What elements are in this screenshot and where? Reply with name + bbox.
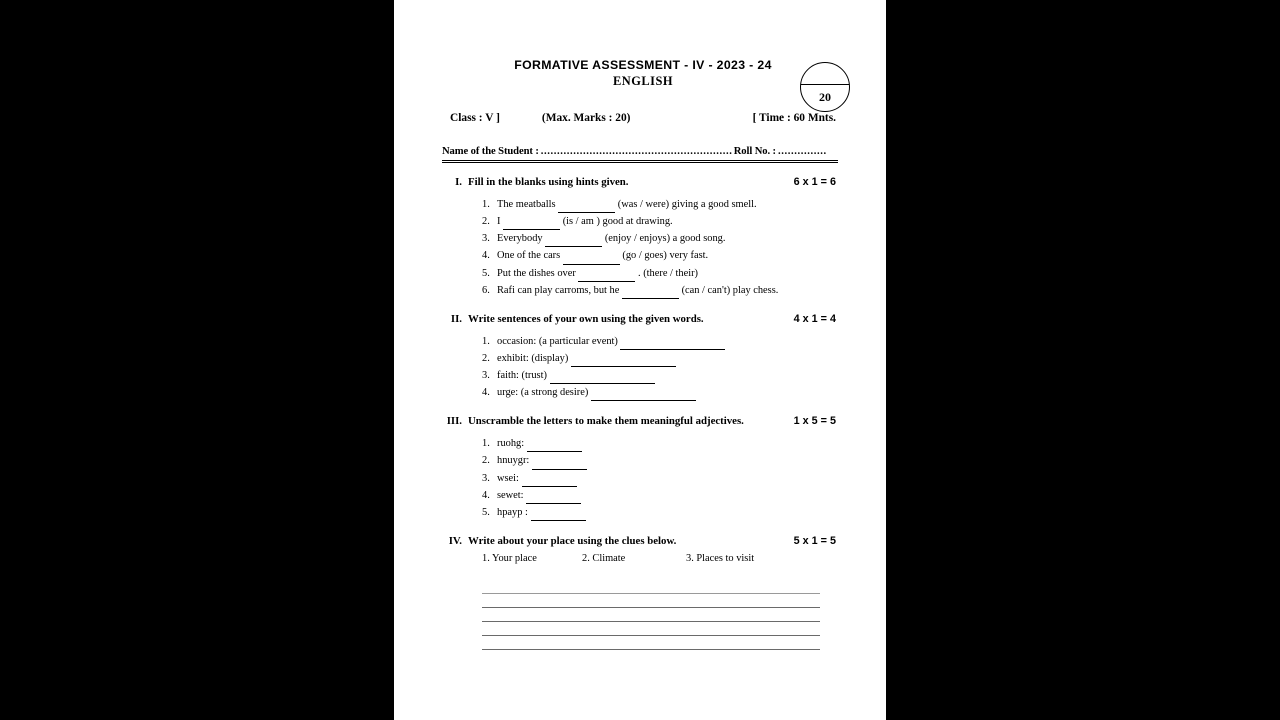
question-text-before-blank: occasion: (a particular event) (497, 335, 618, 347)
question-text-after-blank: . (there / their) (638, 267, 699, 279)
max-marks-label: (Max. Marks : 20) (541, 112, 631, 125)
student-name-blank[interactable]: ........................................................... (540, 146, 733, 158)
answer-blank[interactable] (571, 350, 676, 367)
circle-divider-line (801, 84, 849, 85)
question-item (482, 436, 838, 453)
question-text-before-blank: I (497, 216, 501, 228)
question-text-before-blank: hpayp : (497, 506, 528, 518)
question-list (442, 334, 838, 403)
answer-blank[interactable] (620, 333, 725, 350)
question-number: 2. (482, 455, 490, 467)
answer-blank[interactable] (558, 196, 615, 213)
question-list (442, 436, 838, 522)
section-marks: 6 x 1 = 6 (793, 176, 836, 189)
question-number: 5. (482, 267, 490, 279)
section-marks: 5 x 1 = 5 (793, 534, 836, 547)
question-item (482, 197, 838, 214)
question-item (482, 231, 838, 248)
document-header (442, 58, 838, 104)
question-number: 2. (482, 352, 490, 364)
student-identification-line (442, 146, 838, 157)
section-number: III. (446, 415, 462, 428)
answer-line[interactable] (482, 594, 820, 608)
answer-blank[interactable] (531, 504, 586, 521)
question-number: 3. (482, 233, 490, 245)
answer-lines-area[interactable] (442, 580, 838, 650)
section-title: Fill in the blanks using hints given. (468, 176, 629, 189)
question-text-after-blank: (can / can't) play chess. (681, 284, 779, 296)
sections-container (442, 176, 838, 650)
exam-meta-row (442, 112, 838, 124)
section-heading (442, 176, 838, 188)
question-number: 6. (482, 284, 490, 296)
question-item (482, 453, 838, 470)
exam-paper-sheet (394, 0, 886, 720)
question-text-before-blank: Put the dishes over (497, 267, 576, 279)
answer-blank[interactable] (591, 384, 696, 401)
total-marks-value: 20 (819, 90, 831, 104)
section-title: Write sentences of your own using the given words. (468, 312, 704, 325)
question-number: 5. (482, 506, 490, 518)
time-label: [ Time : 60 Mnts. (752, 112, 836, 125)
answer-blank[interactable] (563, 247, 620, 264)
answer-blank[interactable] (527, 435, 582, 452)
section-i (442, 176, 838, 300)
question-list (442, 197, 838, 300)
question-text-before-blank: Rafi can play carroms, but he (497, 284, 620, 296)
roll-no-label: Roll No. : (733, 146, 776, 158)
question-number: 1. (482, 199, 490, 211)
question-text-before-blank: ruohg: (497, 438, 525, 450)
question-text-before-blank: sewet: (497, 489, 524, 501)
section-iv (442, 535, 838, 650)
section-marks: 4 x 1 = 4 (793, 312, 836, 325)
question-text-before-blank: wsei: (497, 472, 519, 484)
subject-title: ENGLISH (613, 74, 673, 89)
question-text-before-blank: exhibit: (display) (497, 352, 569, 364)
header-divider-rule (442, 160, 838, 163)
answer-blank[interactable] (622, 282, 679, 299)
answer-blank[interactable] (522, 470, 577, 487)
question-item (482, 214, 838, 231)
section-heading (442, 415, 838, 427)
section-number: IV. (448, 534, 462, 547)
question-text-before-blank: The meatballs (497, 199, 556, 211)
question-text-after-blank: (was / were) giving a good smell. (617, 199, 757, 211)
question-number: 1. (482, 335, 490, 347)
answer-blank[interactable] (503, 213, 560, 230)
page-title: FORMATIVE ASSESSMENT - IV - 2023 - 24 (514, 58, 772, 72)
section-heading (442, 313, 838, 325)
answer-line[interactable] (482, 608, 820, 622)
question-item (482, 351, 838, 368)
class-label: Class : V ] (450, 112, 500, 125)
question-item (482, 385, 838, 402)
answer-blank[interactable] (545, 230, 602, 247)
answer-blank[interactable] (532, 452, 587, 469)
question-text-before-blank: Everybody (497, 233, 543, 245)
answer-blank[interactable] (578, 265, 635, 282)
total-marks-circle (800, 62, 850, 112)
question-item (482, 283, 838, 300)
question-number: 2. (482, 216, 490, 228)
student-name-label: Name of the Student : (442, 146, 539, 158)
question-text-after-blank: (enjoy / enjoys) a good song. (604, 233, 726, 245)
question-text-before-blank: hnuygr: (497, 455, 530, 467)
question-text-before-blank: urge: (a strong desire) (497, 387, 589, 399)
question-number: 1. (482, 438, 490, 450)
question-item (482, 334, 838, 351)
question-item (482, 248, 838, 265)
question-text-after-blank: (go / goes) very fast. (622, 250, 709, 262)
answer-blank[interactable] (550, 367, 655, 384)
section-number: I. (455, 176, 462, 189)
question-number: 4. (482, 250, 490, 262)
question-number: 4. (482, 387, 490, 399)
section-marks: 1 x 5 = 5 (793, 415, 836, 428)
section-number: II. (450, 312, 462, 325)
question-item (482, 488, 838, 505)
question-item (482, 368, 838, 385)
question-number: 4. (482, 489, 490, 501)
question-text-after-blank: (is / am ) good at drawing. (562, 216, 673, 228)
section-ii (442, 313, 838, 403)
answer-line[interactable] (482, 636, 820, 650)
roll-no-blank[interactable]: ............... (778, 146, 827, 158)
answer-line[interactable] (482, 580, 820, 594)
question-item (482, 266, 838, 283)
question-number: 3. (482, 472, 490, 484)
answer-blank[interactable] (526, 487, 581, 504)
question-number: 3. (482, 370, 490, 382)
question-item (482, 471, 838, 488)
section-title: Unscramble the letters to make them meaningful adjectives. (468, 415, 744, 428)
answer-line[interactable] (482, 622, 820, 636)
section-iii (442, 415, 838, 522)
clue-item: 3. Places to visit (686, 552, 755, 564)
section-title: Write about your place using the clues below. (468, 534, 677, 547)
question-text-before-blank: One of the cars (497, 250, 561, 262)
section-heading (442, 535, 838, 547)
question-item (482, 505, 838, 522)
clue-item: 1. Your place (482, 552, 537, 564)
question-text-before-blank: faith: (trust) (497, 370, 547, 382)
clue-row (442, 553, 838, 564)
clue-item: 2. Climate (582, 552, 626, 564)
